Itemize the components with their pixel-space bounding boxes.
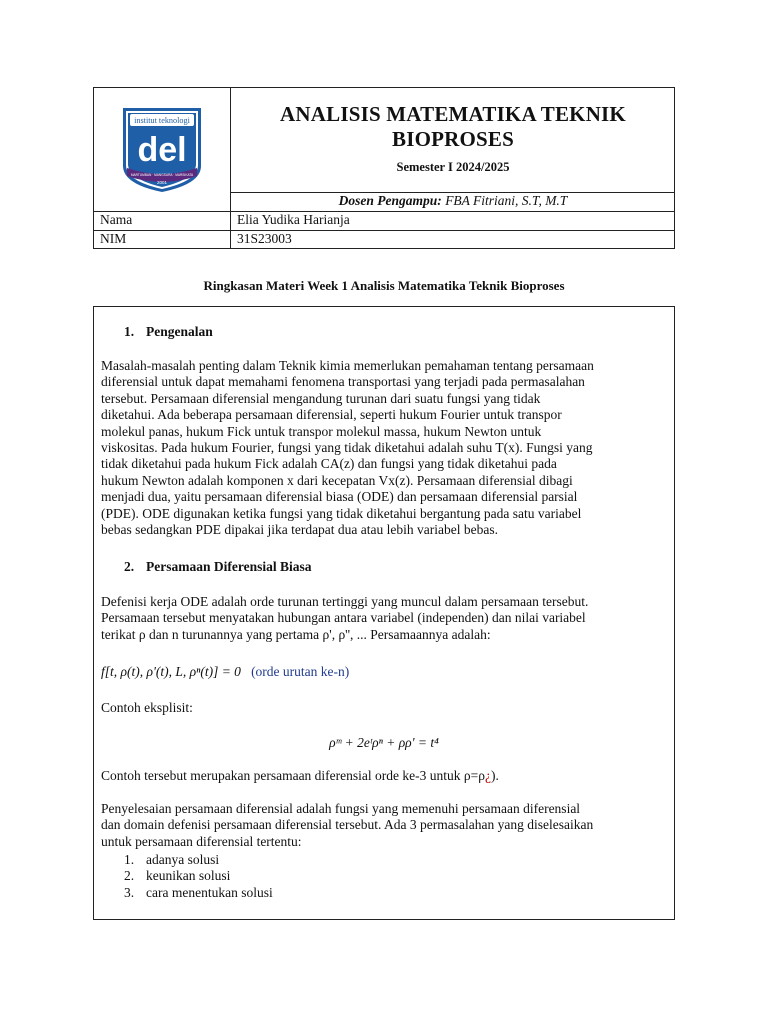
- equation-note: (orde urutan ke-n): [251, 664, 350, 679]
- logo-wordmark: del: [137, 131, 187, 169]
- list-text: adanya solusi: [146, 852, 220, 867]
- text-line: diferensial untuk dapat memahami fenomena transportasi yang terjadi pada permasalahan: [101, 374, 585, 390]
- section-heading-pengenalan: [124, 324, 213, 340]
- table-divider: [94, 211, 674, 212]
- text-line: tersebut. Persamaan diferensial mengandung turunan dari suatu fungsi yang tidak: [101, 390, 541, 406]
- content-box: [93, 306, 675, 920]
- text-line: diketahui. Ada beberapa persamaan diferensial, seperti hukum Fourier untuk transpor: [101, 407, 562, 423]
- name-value: Elia Yudika Harianja: [237, 212, 350, 227]
- paragraph-solution: [101, 801, 667, 850]
- logo-top-text: institut teknologi: [134, 116, 190, 125]
- lecturer-name: FBA Fitriani, S.T, M.T: [445, 193, 568, 208]
- nim-label: NIM: [100, 231, 127, 246]
- summary-title: Ringkasan Materi Week 1 Analisis Matematika Teknik Bioproses: [203, 278, 565, 293]
- paragraph-pengenalan: [101, 358, 667, 538]
- name-label: Nama: [100, 212, 133, 227]
- broken-glyph-mark: ¿: [484, 768, 491, 783]
- example-equation: [101, 735, 667, 751]
- example-note-end: ).: [490, 768, 499, 783]
- list-item: [124, 868, 273, 884]
- text-line: hukum Newton adalah komponen x dari kecepatan Vx(z). Persamaan diferensial dibagi: [101, 472, 573, 488]
- list-text: cara menentukan solusi: [146, 884, 273, 900]
- text-line: viskositas. Pada hukum Fourier, fungsi yang tidak diketahui adalah suhu T(x). Fungsi yang: [101, 440, 593, 456]
- text-line: molekul panas, hukum Fick untuk transpor molekul massa, hukum Newton untuk: [101, 423, 542, 439]
- semester-label: Semester I 2024/2025: [396, 160, 510, 174]
- text-line: untuk persamaan diferensial tertentu:: [101, 833, 302, 849]
- section-title: Persamaan Diferensial Biasa: [146, 559, 312, 574]
- del-logo-icon: [117, 104, 207, 194]
- text-line: bebas sedangkan PDE dipakai jika terdapat dua atau lebih variabel bebas.: [101, 522, 498, 538]
- list-item: [124, 885, 273, 901]
- general-equation: [101, 664, 667, 680]
- text-line: terikat ρ dan n turunannya yang pertama ρ', ρ'', ... Persamaannya adalah:: [101, 626, 491, 642]
- list-number: 2.: [124, 868, 135, 884]
- list-item: [124, 852, 273, 868]
- text-line: dan domain defenisi persamaan diferensial tersebut. Ada 3 permasalahan yang diselesaikan: [101, 817, 594, 833]
- paragraph-definition: [101, 594, 667, 643]
- section-number: 2.: [124, 559, 135, 574]
- solution-list: [124, 852, 273, 901]
- text-line: Defenisi kerja ODE adalah orde turunan tertinggi yang muncul dalam persamaan tersebut.: [101, 594, 589, 609]
- list-text: keunikan solusi: [146, 868, 231, 884]
- example-label: Contoh eksplisit:: [101, 700, 193, 715]
- example-note-text: Contoh tersebut merupakan persamaan diferensial orde ke-3 untuk ρ=ρ: [101, 768, 485, 783]
- text-line: Masalah-masalah penting dalam Teknik kimia memerlukan pemahaman tentang persamaan: [101, 358, 594, 373]
- logo-year: 2001: [156, 180, 168, 185]
- equation-general-form: f[t, ρ(t), ρ'(t), L, ρⁿ(t)] = 0: [101, 664, 241, 679]
- example-note: [101, 768, 667, 784]
- nim-value: 31S23003: [237, 231, 292, 246]
- text-line: menjadi dua, yaitu persamaan diferensial biasa (ODE) dan persamaan diferensial parsial: [101, 489, 578, 505]
- text-line: tidak diketahui pada hukum Fick adalah CA(z) dan fungsi yang tidak diketahui pada: [101, 456, 557, 472]
- list-number: 1.: [124, 852, 135, 867]
- text-line: Penyelesaian persamaan diferensial adalah fungsi yang memenuhi persamaan diferensial: [101, 801, 581, 816]
- lecturer-label: Dosen Pengampu:: [338, 193, 442, 208]
- title-line: BIOPROSES: [391, 127, 514, 151]
- section-title: Pengenalan: [146, 324, 213, 339]
- text-line: (PDE). ODE digunakan ketika fungsi yang tidak diketahui bergantung pada satu variabel: [101, 505, 582, 521]
- lecturer-line: [231, 193, 675, 209]
- document-title: [231, 102, 675, 152]
- text-line: Persamaan tersebut menyatakan hubungan antara variabel (independen) dan nilai variabel: [101, 610, 586, 626]
- section-number: 1.: [124, 324, 135, 339]
- table-divider: [94, 230, 674, 231]
- equation-example: ρᵐ + 2eᵗρⁿ + ρρ' = t⁴: [329, 735, 439, 750]
- institution-logo: [94, 88, 230, 210]
- title-line: ANALISIS MATEMATIKA TEKNIK: [280, 102, 626, 126]
- list-number: 3.: [124, 884, 135, 900]
- header-table: [93, 87, 675, 249]
- logo-ribbon-text: MARTUMBAN · MANGSURA · MARSIKATA: [130, 173, 194, 177]
- section-heading-ode: [124, 559, 312, 575]
